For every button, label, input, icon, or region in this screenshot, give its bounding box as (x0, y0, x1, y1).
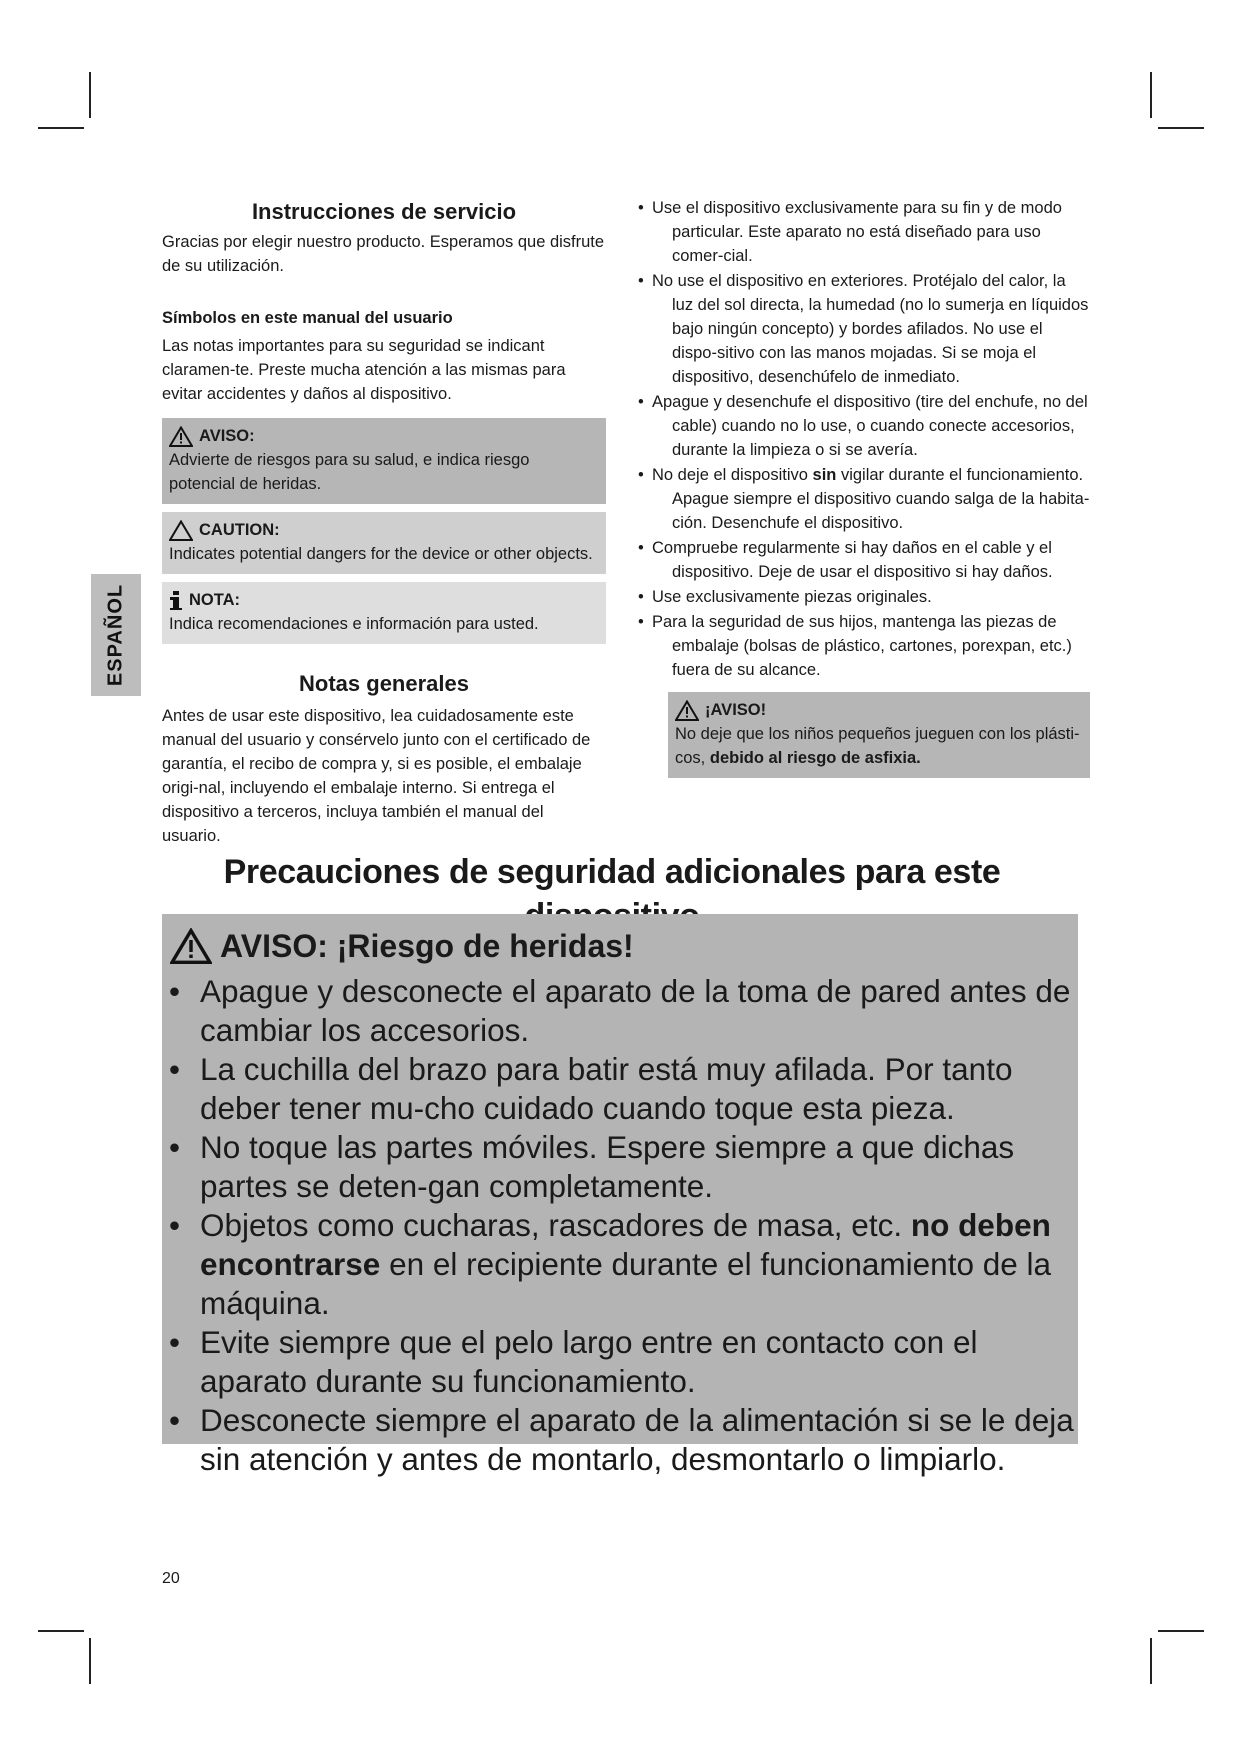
crop-mark (1158, 1630, 1204, 1632)
safety-list (638, 196, 1090, 682)
list-item-bold: sin (812, 466, 837, 484)
crop-mark (89, 72, 91, 118)
caution-text: Indicates potential dangers for the device or other objects. (169, 545, 593, 563)
crop-mark (1150, 1638, 1152, 1684)
right-column (638, 196, 1090, 778)
nota-label: NOTA: (189, 591, 241, 609)
info-icon (169, 590, 183, 611)
child-warning-text-bold: debido al riesgo de asfixia. (709, 749, 921, 767)
list-item (638, 463, 1090, 535)
child-warning-text-plain: No deje que los niños pequeños jueguen con los plásti-cos, (675, 725, 1080, 767)
warning-triangle-icon (169, 426, 193, 447)
crop-mark (89, 1638, 91, 1684)
warning-triangle-icon (170, 928, 212, 964)
list-item-text: Objetos como cucharas, rascadores de masa, etc. (200, 1207, 911, 1243)
crop-mark (38, 127, 84, 129)
list-item: • No toque las partes móviles. Espere siempre a que dichas partes se deten-gan completamente. (162, 1128, 1078, 1206)
child-warning-box (668, 692, 1090, 778)
symbols-heading: Símbolos en este manual del usuario (162, 309, 453, 327)
list-item (162, 1206, 1078, 1323)
child-warning-text (675, 722, 1082, 770)
list-item: • No use el dispositivo en exteriores. Protéjalo del calor, la luz del sol directa, la humedad (no lo sumerja en líquidos bajo ningún concepto) y bordes afilados. No use el dispo-sitivo con las manos mojadas. Si se moja el dispositivo, desenchúfelo de inmediato. (638, 269, 1090, 389)
warning-triangle-icon (675, 700, 699, 721)
language-tab (91, 574, 141, 696)
page-title: Precauciones de seguridad adicionales para este (223, 853, 1001, 891)
list-item: • Desconecte siempre el aparato de la alimentación si se le deja sin atención y antes de montarlo, desmontarlo o limpiarlo. (162, 1401, 1078, 1479)
child-warning-label: ¡AVISO! (705, 701, 767, 719)
section-title-instructions: Instrucciones de servicio (251, 199, 517, 224)
aviso-label: AVISO: (199, 427, 255, 445)
left-column (162, 196, 606, 848)
list-item: • Use exclusivamente piezas originales. (638, 585, 1090, 609)
general-text: Antes de usar este dispositivo, lea cuidadosamente este manual del usuario y consérvelo junto con el certificado de garantía, el recibo de compra y, si es posible, el embalaje origi-nal, incluyendo el embalaje interno. Si entrega el dispositivo a terceros, incluya también el manual del usuario. (162, 707, 591, 845)
aviso-text: Advierte de riesgos para su salud, e indica riesgo potencial de heridas. (169, 451, 530, 493)
list-item: • Compruebe regularmente si hay daños en el cable y el dispositivo. Deje de usar el dispositivo si hay daños. (638, 536, 1090, 584)
list-item-text: vigilar durante el funcionamiento. Apague siempre el dispositivo cuando salga de la habita-ción. Desenchufe el dispositivo. (672, 466, 1090, 532)
list-item-text: en el recipiente durante el funcionamiento de la máquina. (200, 1246, 1052, 1321)
nota-text: Indica recomendaciones e información para usted. (169, 615, 539, 633)
crop-mark (1150, 72, 1152, 118)
list-item: • Para la seguridad de sus hijos, mantenga las piezas de embalaje (bolsas de plástico, cartones, porexpan, etc.) fuera de su alcance. (638, 610, 1090, 682)
section-title-general: Notas generales (299, 671, 469, 696)
list-item: • Evite siempre que el pelo largo entre en contacto con el aparato durante su funcionamiento. (162, 1323, 1078, 1401)
aviso-box (162, 418, 606, 504)
language-tab-label: ESPAÑOL (104, 583, 127, 687)
nota-box (162, 582, 606, 644)
list-item-text: No deje el dispositivo (652, 466, 813, 484)
list-item: • Apague y desenchufe el dispositivo (tire del enchufe, no del cable) cuando no lo use, o cuando conecte accesorios, durante la limpieza o si se avería. (638, 390, 1090, 462)
caution-triangle-icon (169, 520, 193, 541)
crop-mark (38, 1630, 84, 1632)
crop-mark (1158, 127, 1204, 129)
list-item-bold: no deben encontrarse (200, 1207, 1051, 1282)
caution-label: CAUTION: (199, 521, 280, 539)
list-item: • Use el dispositivo exclusivamente para su fin y de modo particular. Este aparato no está diseñado para uso comer-cial. (638, 196, 1090, 268)
main-warning-list (162, 972, 1078, 1479)
intro-text: Gracias por elegir nuestro producto. Esperamos que disfrute de su utilización. (162, 233, 605, 275)
main-warning-box (162, 914, 1078, 1477)
list-item: • Apague y desconecte el aparato de la toma de pared antes de cambiar los accesorios. (162, 972, 1078, 1050)
list-item: • La cuchilla del brazo para batir está muy afilada. Por tanto deber tener mu-cho cuidado cuando toque esta pieza. (162, 1050, 1078, 1128)
symbols-text: Las notas importantes para su seguridad se indicant claramen-te. Preste mucha atención a las mismas para evitar accidentes y daños al dispositivo. (162, 337, 566, 403)
caution-box (162, 512, 606, 574)
page-number: 20 (162, 1570, 180, 1587)
main-warning-label: AVISO: ¡Riesgo de heridas! (220, 927, 634, 964)
